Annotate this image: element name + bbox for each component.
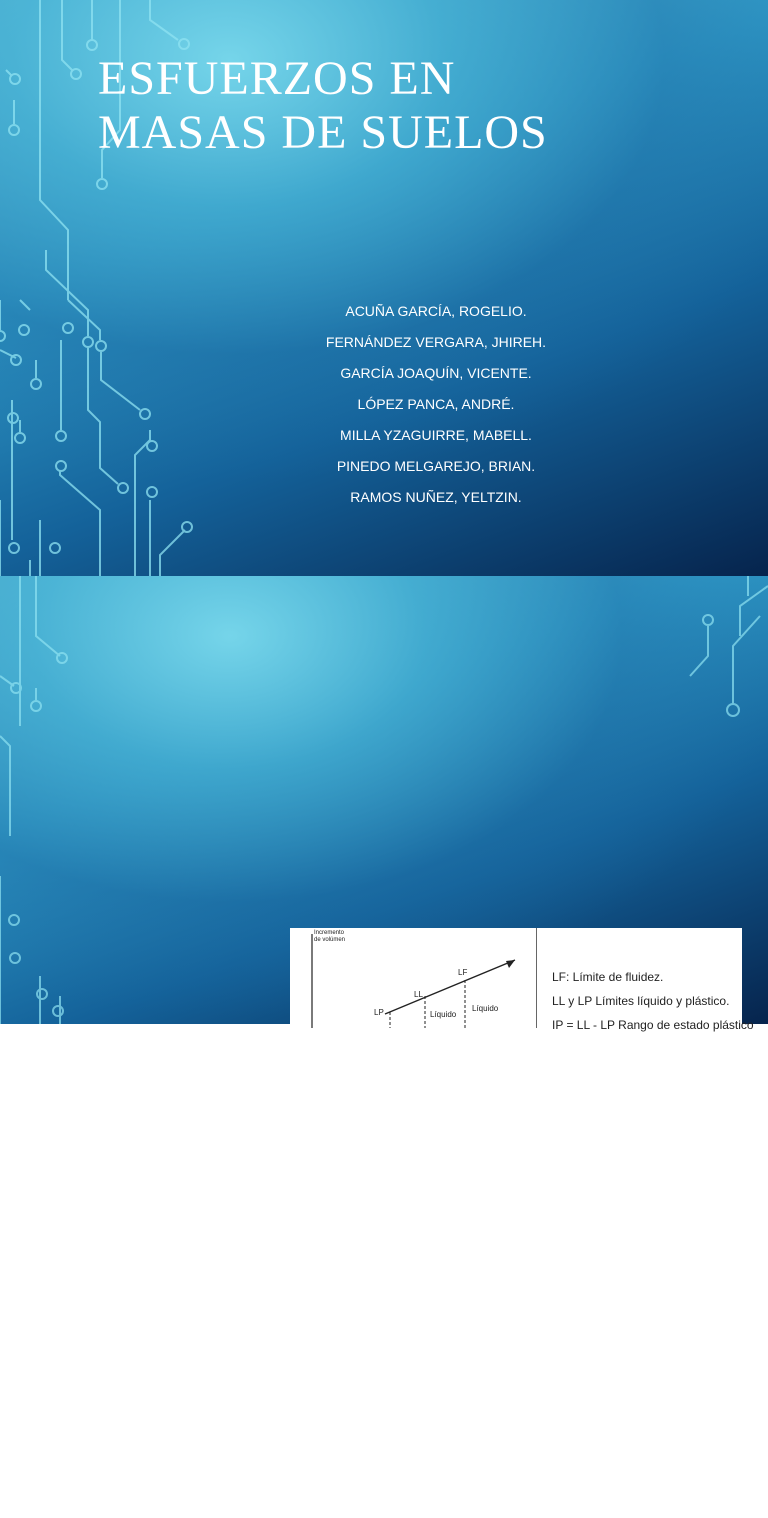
author-name: MILLA YZAGUIRRE, MABELL. (340, 427, 532, 443)
title-line-2: MASAS DE SUELOS (98, 106, 548, 159)
author-name: ACUÑA GARCÍA, ROGELIO. (345, 303, 527, 319)
slide-title: INTRODUCCION (60, 1183, 351, 1223)
author-name: GARCÍA JOAQUÍN, VICENTE. (340, 365, 532, 381)
bullet-text: Se han definido los limites de la fases del suelo, visto como una estructura trifásica por solidos de agua y a (52, 1460, 658, 1504)
legend-ll-lp: LL y LP Límites líquido y plástico. (552, 994, 730, 1008)
author-list (300, 296, 572, 513)
introduction-slide (0, 576, 768, 1504)
list-item (38, 1338, 658, 1446)
label-liquido-1: Líquido (430, 1010, 457, 1019)
bullet-list (38, 1248, 658, 1518)
label-ll: LL (414, 990, 423, 999)
bullet-icon: • (38, 1460, 44, 1477)
label-liquido-2: Líquido (472, 1004, 499, 1013)
legend-ip: IP = LL - LP Rango de estado plástico (552, 1018, 754, 1032)
label-lp: LP (374, 1008, 384, 1017)
author-name: PINEDO MELGAREJO, BRIAN. (336, 458, 536, 474)
bullet-icon: • (38, 1343, 44, 1360)
bullet-icon: • (38, 1253, 44, 1270)
author-name: RAMOS NUÑEZ, YELTZIN. (350, 489, 522, 505)
title-line-1: ESFUERZOS EN (98, 52, 456, 105)
figure-divider (536, 928, 537, 1028)
bullet-text: Cuando se construye una cimentación, tienen lugar cambios en el suelo bajo la cimentación. El esfuerzo neto usualmente se incrementa. Este aumento del esfuerzo neto usualmente se incrementa por la carga de área unitaria a la que la cimentación está sometido. (52, 1253, 642, 1324)
list-item (38, 1455, 658, 1509)
label-lf: LF (458, 968, 468, 977)
bullet-text: Según algunos aspectos relacionados con las deformaciones de un suelo sometido a fuerzas externas (como una estructura). Se a relacionado el efecto del agua a su comportamiento ya que podríamos decir que entre mas agua tenga un suelo menos resistencia tendrá por su extrema fluidez. (52, 1343, 638, 1441)
soil-phase-diagram (290, 928, 754, 1032)
presentation-title (98, 52, 548, 160)
list-item (38, 1248, 658, 1329)
author-name: LÓPEZ PANCA, ANDRÉ. (357, 396, 515, 412)
author-name: FERNÁNDEZ VERGARA, JHIREH. (325, 334, 547, 350)
y-axis-label: Incremento de volúmen (314, 930, 346, 943)
title-slide (0, 0, 768, 576)
legend-lf: LF: Límite de fluidez. (552, 970, 664, 984)
